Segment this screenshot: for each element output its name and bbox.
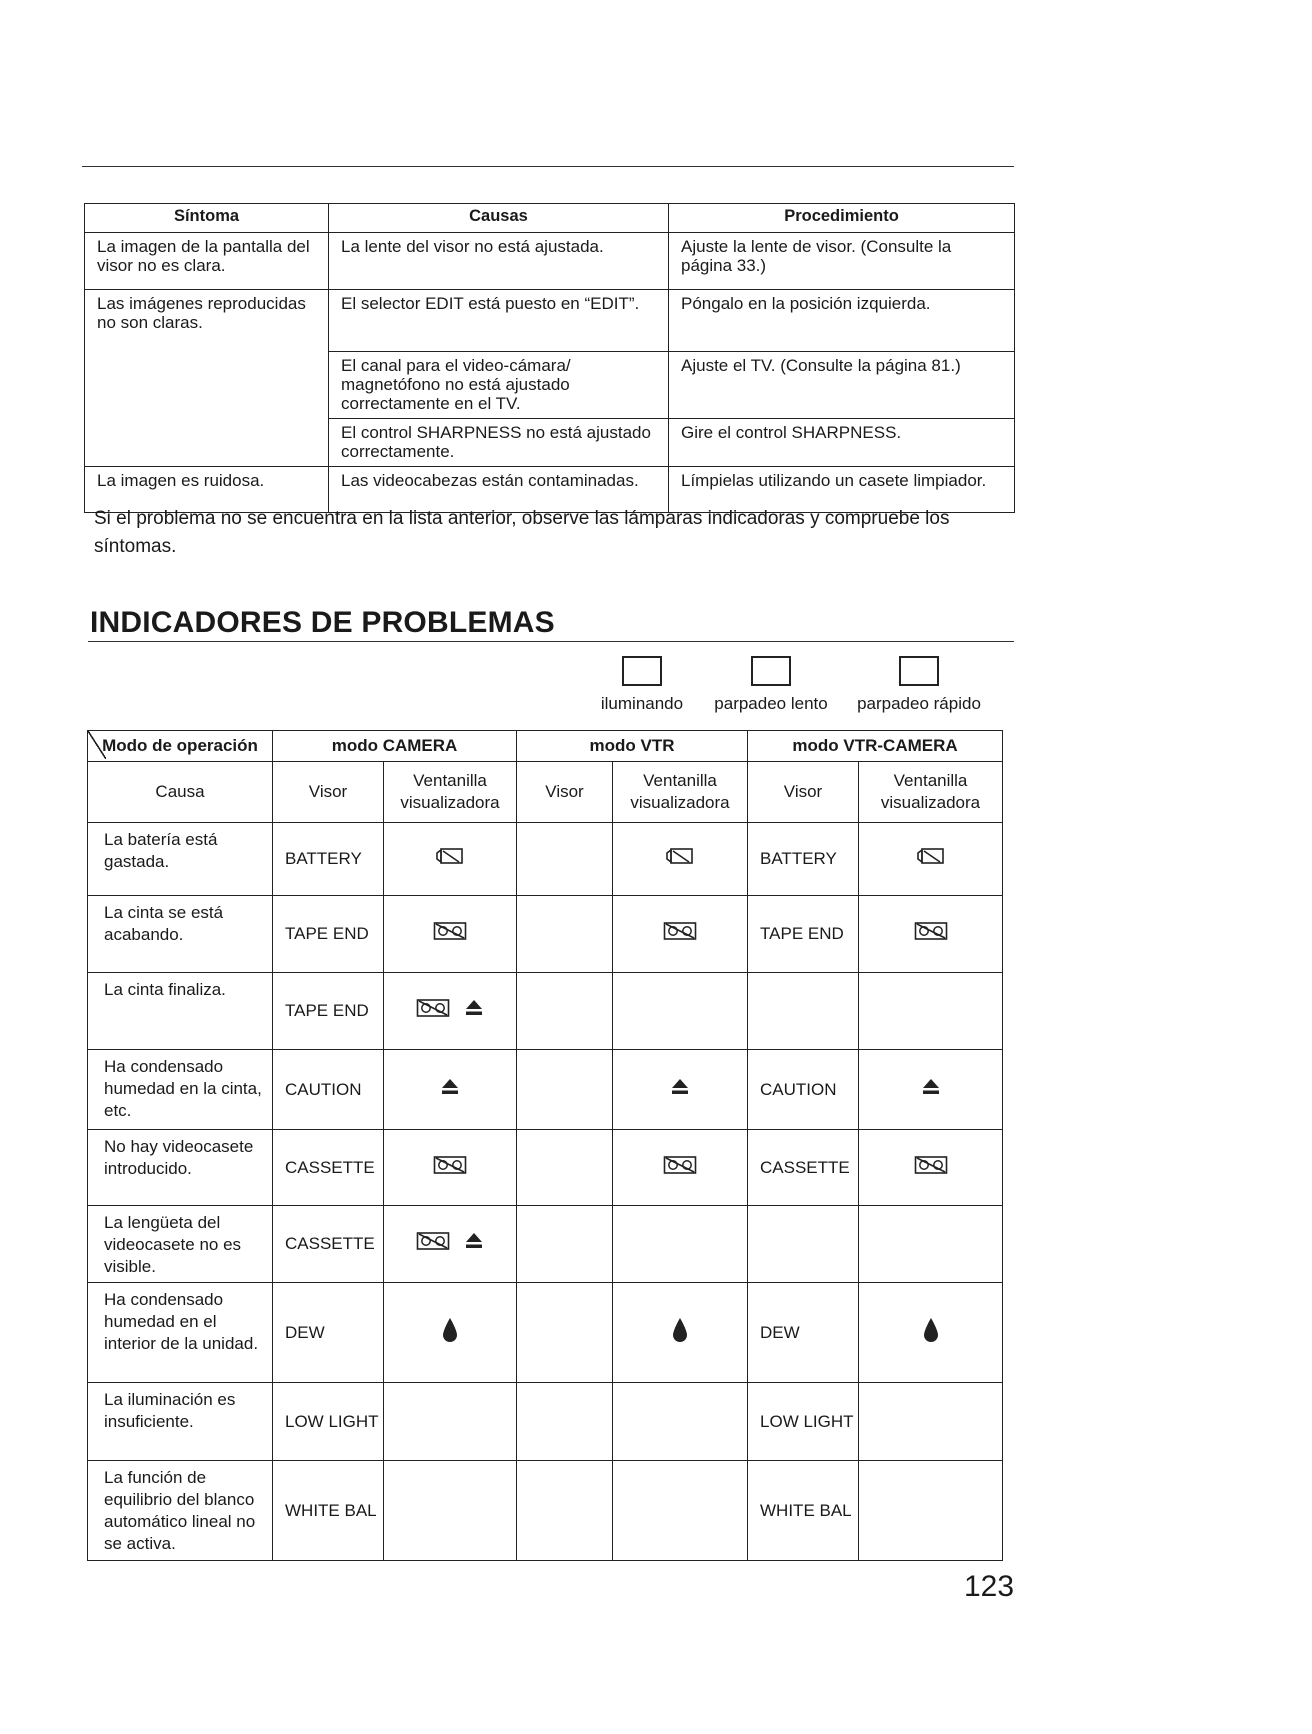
symptom-cell: Las imágenes reproducidas no son claras.: [85, 290, 329, 352]
table-row: [88, 1383, 1003, 1461]
cause-header: Causa: [88, 762, 273, 823]
battery-icon: [665, 847, 695, 871]
camera-visor-cell: LOW LIGHT: [273, 1383, 384, 1461]
section-rule: [88, 641, 1014, 642]
lamp-box-icon: [622, 656, 662, 686]
cassette-icon: [433, 921, 467, 947]
camera-visor-cell: TAPE END: [273, 896, 384, 973]
vtr-camera-visor-cell: [748, 1206, 859, 1283]
vtr-visor-cell: [517, 1050, 613, 1130]
camera-window-cell: [384, 1283, 517, 1383]
indicator-table: [87, 730, 1003, 1561]
troubleshooting-table: [84, 203, 1015, 513]
eject-icon: [464, 999, 484, 1023]
vtr-camera-window-cell: [859, 1206, 1003, 1283]
camera-window-cell: [384, 1206, 517, 1283]
cassette-icon: [416, 998, 450, 1024]
visor-header: Visor: [517, 762, 613, 823]
eject-icon: [670, 1078, 690, 1102]
eject-icon: [464, 1232, 484, 1256]
vtr-camera-visor-cell: DEW: [748, 1283, 859, 1383]
table-row: [88, 896, 1003, 973]
table-row: [88, 973, 1003, 1050]
drop-icon: [672, 1317, 688, 1349]
header-causes: Causas: [329, 204, 669, 233]
vtr-visor-cell: [517, 1461, 613, 1561]
cassette-icon: [914, 921, 948, 947]
cause-cell: La lengüeta del videocasete no es visible.: [88, 1206, 273, 1283]
cause-cell: Ha condensado humedad en la cinta, etc.: [88, 1050, 273, 1130]
cause-cell: No hay videocasete introducido.: [88, 1130, 273, 1206]
camera-visor-cell: CASSETTE: [273, 1206, 384, 1283]
page-number: 123: [964, 1570, 1015, 1603]
vtr-camera-window-cell: [859, 1383, 1003, 1461]
camera-visor-cell: TAPE END: [273, 973, 384, 1050]
vtr-visor-cell: [517, 823, 613, 896]
vtr-visor-cell: [517, 1383, 613, 1461]
legend-item-slow: [696, 656, 846, 714]
mode-camera-header: modo CAMERA: [273, 731, 517, 762]
symptom-cell: [85, 419, 329, 467]
cause-cell: Las videocabezas están contaminadas.: [329, 467, 669, 513]
camera-window-cell: [384, 1383, 517, 1461]
cause-cell: La lente del visor no está ajustada.: [329, 233, 669, 290]
camera-window-cell: [384, 823, 517, 896]
symptom-cell: La imagen de la pantalla del visor no es clara.: [85, 233, 329, 290]
battery-icon: [435, 847, 465, 871]
camera-visor-cell: WHITE BAL: [273, 1461, 384, 1561]
procedure-cell: Gire el control SHARPNESS.: [669, 419, 1015, 467]
camera-window-cell: [384, 1050, 517, 1130]
vtr-camera-visor-cell: TAPE END: [748, 896, 859, 973]
legend-label: parpadeo lento: [714, 694, 828, 713]
table-row: [88, 823, 1003, 896]
cause-cell: La cinta finaliza.: [88, 973, 273, 1050]
table-row: [88, 1461, 1003, 1561]
cassette-icon: [663, 921, 697, 947]
vtr-visor-cell: [517, 896, 613, 973]
vtr-camera-visor-cell: BATTERY: [748, 823, 859, 896]
vtr-window-cell: [613, 896, 748, 973]
visor-header: Visor: [748, 762, 859, 823]
legend-label: iluminando: [600, 694, 684, 713]
vtr-window-cell: [613, 1206, 748, 1283]
procedure-cell: Ajuste el TV. (Consulte la página 81.): [669, 352, 1015, 419]
operation-mode-header: Modo de operación: [88, 731, 273, 762]
vtr-camera-visor-cell: WHITE BAL: [748, 1461, 859, 1561]
drop-icon: [923, 1317, 939, 1349]
camera-window-cell: [384, 1130, 517, 1206]
section-title: INDICADORES DE PROBLEMAS: [90, 606, 555, 639]
eject-icon: [440, 1078, 460, 1102]
vtr-window-cell: [613, 1461, 748, 1561]
vtr-camera-window-cell: [859, 1130, 1003, 1206]
vtr-camera-window-cell: [859, 823, 1003, 896]
cause-cell: La iluminación es insuficiente.: [88, 1383, 273, 1461]
lamp-box-icon: [751, 656, 791, 686]
camera-window-cell: [384, 973, 517, 1050]
camera-visor-cell: BATTERY: [273, 823, 384, 896]
table-row: [88, 1130, 1003, 1206]
vtr-camera-visor-cell: [748, 973, 859, 1050]
eject-icon: [921, 1078, 941, 1102]
symptom-cell: [85, 352, 329, 419]
vtr-window-cell: [613, 1383, 748, 1461]
vtr-camera-window-cell: [859, 896, 1003, 973]
cassette-icon: [416, 1231, 450, 1257]
legend-label: parpadeo rápido: [857, 694, 981, 713]
cause-cell: El control SHARPNESS no está ajustado correctamente.: [329, 419, 669, 467]
battery-icon: [916, 847, 946, 871]
mode-vtr-camera-header: modo VTR-CAMERA: [748, 731, 1003, 762]
camera-visor-cell: CAUTION: [273, 1050, 384, 1130]
top-rule: [82, 166, 1014, 167]
cause-cell: El selector EDIT está puesto en “EDIT”.: [329, 290, 669, 352]
table-row: [85, 419, 1015, 467]
vtr-camera-window-cell: [859, 1050, 1003, 1130]
cassette-icon: [433, 1155, 467, 1181]
table-row: [88, 1283, 1003, 1383]
procedure-cell: Ajuste la lente de visor. (Consulte la página 33.): [669, 233, 1015, 290]
table-row: [88, 1206, 1003, 1283]
cause-cell: La cinta se está acabando.: [88, 896, 273, 973]
cause-cell: Ha condensado humedad en el interior de la unidad.: [88, 1283, 273, 1383]
vtr-camera-visor-cell: CASSETTE: [748, 1130, 859, 1206]
mode-vtr-header: modo VTR: [517, 731, 748, 762]
cause-cell: La función de equilibrio del blanco automático lineal no se activa.: [88, 1461, 273, 1561]
legend-item-lit: [567, 656, 717, 714]
cassette-icon: [914, 1155, 948, 1181]
table-row: [88, 1050, 1003, 1130]
drop-icon: [442, 1317, 458, 1349]
lamp-box-icon: [899, 656, 939, 686]
camera-visor-cell: DEW: [273, 1283, 384, 1383]
table-row: [85, 233, 1015, 290]
cause-cell: La batería está gastada.: [88, 823, 273, 896]
vtr-camera-visor-cell: LOW LIGHT: [748, 1383, 859, 1461]
window-header: Ventanilla visualizadora: [384, 762, 517, 823]
header-symptom: Síntoma: [85, 204, 329, 233]
vtr-camera-window-cell: [859, 1461, 1003, 1561]
procedure-cell: Límpielas utilizando un casete limpiador.: [669, 467, 1015, 513]
header-procedure: Procedimiento: [669, 204, 1015, 233]
table-row: [85, 290, 1015, 352]
vtr-window-cell: [613, 973, 748, 1050]
vtr-visor-cell: [517, 1283, 613, 1383]
note-text: Si el problema no se encuentra en la lista anterior, observe las lámparas indicadoras y compruebe los síntomas.: [94, 508, 950, 557]
vtr-window-cell: [613, 1050, 748, 1130]
vtr-window-cell: [613, 823, 748, 896]
cause-cell: El canal para el video-cámara/ magnetófono no está ajustado correctamente en el TV.: [329, 352, 669, 419]
procedure-cell: Póngalo en la posición izquierda.: [669, 290, 1015, 352]
vtr-camera-visor-cell: CAUTION: [748, 1050, 859, 1130]
vtr-window-cell: [613, 1130, 748, 1206]
vtr-camera-window-cell: [859, 1283, 1003, 1383]
window-header: Ventanilla visualizadora: [859, 762, 1003, 823]
camera-window-cell: [384, 1461, 517, 1561]
symptom-cell: La imagen es ruidosa.: [85, 467, 329, 513]
vtr-camera-window-cell: [859, 973, 1003, 1050]
camera-visor-cell: CASSETTE: [273, 1130, 384, 1206]
legend-item-fast: [844, 656, 994, 714]
camera-window-cell: [384, 896, 517, 973]
table-row: [85, 352, 1015, 419]
window-header: Ventanilla visualizadora: [613, 762, 748, 823]
vtr-visor-cell: [517, 1206, 613, 1283]
cassette-icon: [663, 1155, 697, 1181]
vtr-visor-cell: [517, 973, 613, 1050]
vtr-window-cell: [613, 1283, 748, 1383]
visor-header: Visor: [273, 762, 384, 823]
vtr-visor-cell: [517, 1130, 613, 1206]
